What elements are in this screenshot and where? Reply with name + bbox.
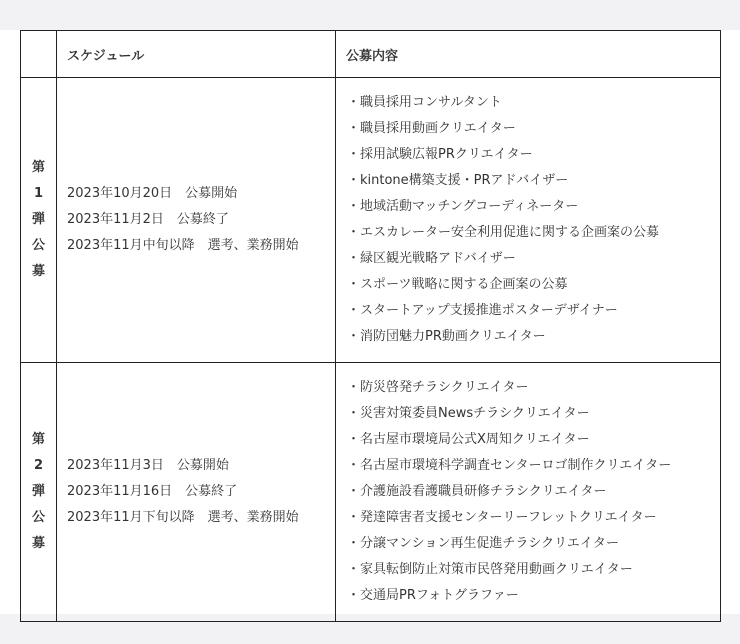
schedule-line: 2023年11月下旬以降 選考、業務開始 [67, 510, 299, 525]
schedule-line: 2023年11月16日 公募終了 [67, 484, 238, 499]
phase-label: 第 2 弾 公 募 [21, 363, 57, 622]
table-row-phase-2 [21, 363, 721, 622]
list-item: ・介護施設看護職員研修チラシクリエイター [347, 484, 607, 499]
list-item: ・kintone構築支援・PRアドバイザー [347, 173, 569, 188]
schedule-line: 2023年11月3日 公募開始 [67, 458, 229, 473]
table-row-phase-1 [21, 78, 721, 363]
list-item: ・防災啓発チラシクリエイター [347, 380, 529, 395]
phase-label: 第 1 弾 公 募 [21, 78, 57, 363]
list-item: ・交通局PRフォトグラファー [347, 588, 519, 603]
schedule-cell [57, 78, 336, 363]
list-item: ・スポーツ戦略に関する企画案の公募 [347, 277, 568, 292]
list-item: ・スタートアップ支援推進ポスターデザイナー [347, 303, 618, 318]
list-item: ・分譲マンション再生促進チラシクリエイター [347, 536, 619, 551]
list-item: ・家具転倒防止対策市民啓発用動画クリエイター [347, 562, 633, 577]
list-item: ・エスカレーター安全利用促進に関する企画案の公募 [347, 225, 660, 240]
header-phase [21, 31, 57, 78]
table-header-row [21, 31, 721, 78]
list-item: ・発達障害者支援センターリーフレットクリエイター [347, 510, 657, 525]
schedule-cell [57, 363, 336, 622]
list-item: ・名古屋市環境科学調査センターロゴ制作クリエイター [347, 458, 672, 473]
list-item: ・災害対策委員Newsチラシクリエイター [347, 406, 590, 421]
content-cell [336, 363, 721, 622]
content-cell [336, 78, 721, 363]
list-item: ・職員採用動画クリエイター [347, 121, 516, 136]
schedule-line: 2023年11月2日 公募終了 [67, 212, 229, 227]
list-item: ・採用試験広報PRクリエイター [347, 147, 533, 162]
list-item: ・地域活動マッチングコーディネーター [347, 199, 579, 214]
list-item: ・名古屋市環境局公式X周知クリエイター [347, 432, 590, 447]
schedule-line: 2023年11月中旬以降 選考、業務開始 [67, 238, 299, 253]
schedule-line: 2023年10月20日 公募開始 [67, 186, 238, 201]
header-content: 公募内容 [336, 31, 721, 78]
list-item: ・緑区観光戦略アドバイザー [347, 251, 516, 266]
list-item: ・消防団魅力PR動画クリエイター [347, 329, 546, 344]
recruitment-schedule-table [20, 30, 721, 622]
list-item: ・職員採用コンサルタント [347, 95, 502, 110]
header-schedule: スケジュール [57, 31, 336, 78]
